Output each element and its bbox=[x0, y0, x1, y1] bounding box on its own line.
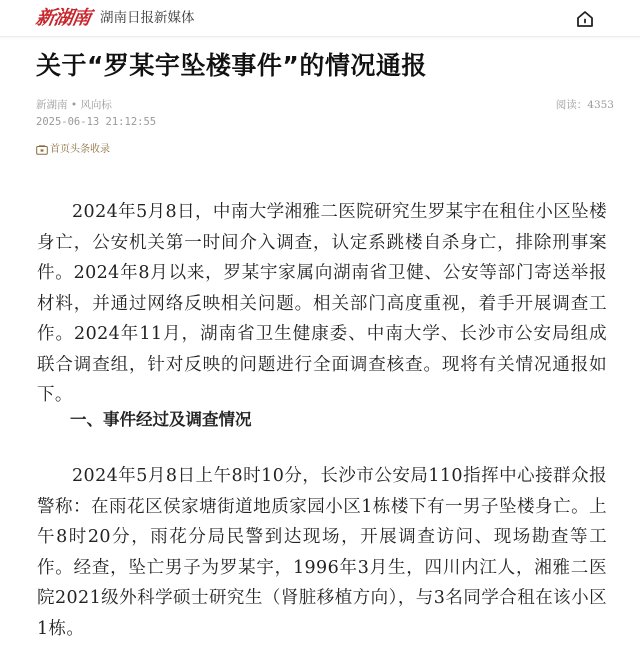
section-paragraph: 2024年5月8日上午8时10分，长沙市公安局110指挥中心接群众报警称：在雨花区侯家塘街道地质家园小区1栋楼下有一男子坠楼身亡。上午8时20分，雨花分局民警到达现场，开展调查访问、现场勘查等工作。经查，坠亡男子为罗某宇，1996年3月生，四川内江人，湘雅二医院2021级外科学硕士研究生（肾脏移植方向），与3名同学合租在该小区1栋。 bbox=[37, 466, 607, 639]
brand-name: 湖南日报新媒体 bbox=[100, 10, 195, 26]
article-title: 关于“罗某宇坠楼事件”的情况通报 bbox=[36, 51, 427, 80]
collection-box-icon bbox=[36, 145, 48, 155]
publish-timestamp: 2025-06-13 21:12:55 bbox=[36, 116, 157, 128]
badge-label: 首页头条收录 bbox=[50, 144, 110, 155]
home-button[interactable] bbox=[574, 8, 596, 30]
top-nav-bar bbox=[0, 0, 640, 37]
homepage-headline-badge[interactable] bbox=[36, 143, 110, 157]
article-source: 新湖南 • 风向标 bbox=[36, 99, 112, 111]
home-icon bbox=[574, 8, 596, 30]
section-heading: 一、事件经过及调查情况 bbox=[70, 410, 252, 429]
xinhunan-logo[interactable]: 新湖南 bbox=[34, 7, 92, 29]
read-count: 阅读：4353 bbox=[555, 99, 614, 111]
intro-paragraph: 2024年5月8日，中南大学湘雅二医院研究生罗某宇在租住小区坠楼身亡，公安机关第一时间介入调查，认定系跳楼自杀身亡，排除刑事案件。2024年8月以来，罗某宇家属向湖南省卫健、公安等部门寄送举报材料，并通过网络反映相关问题。相关部门高度重视，着手开展调查工作。2024年11月，湖南省卫生健康委、中南大学、长沙市公安局组成联合调查组，针对反映的问题进行全面调查核查。现将有关情况通报如下。 bbox=[37, 202, 607, 405]
